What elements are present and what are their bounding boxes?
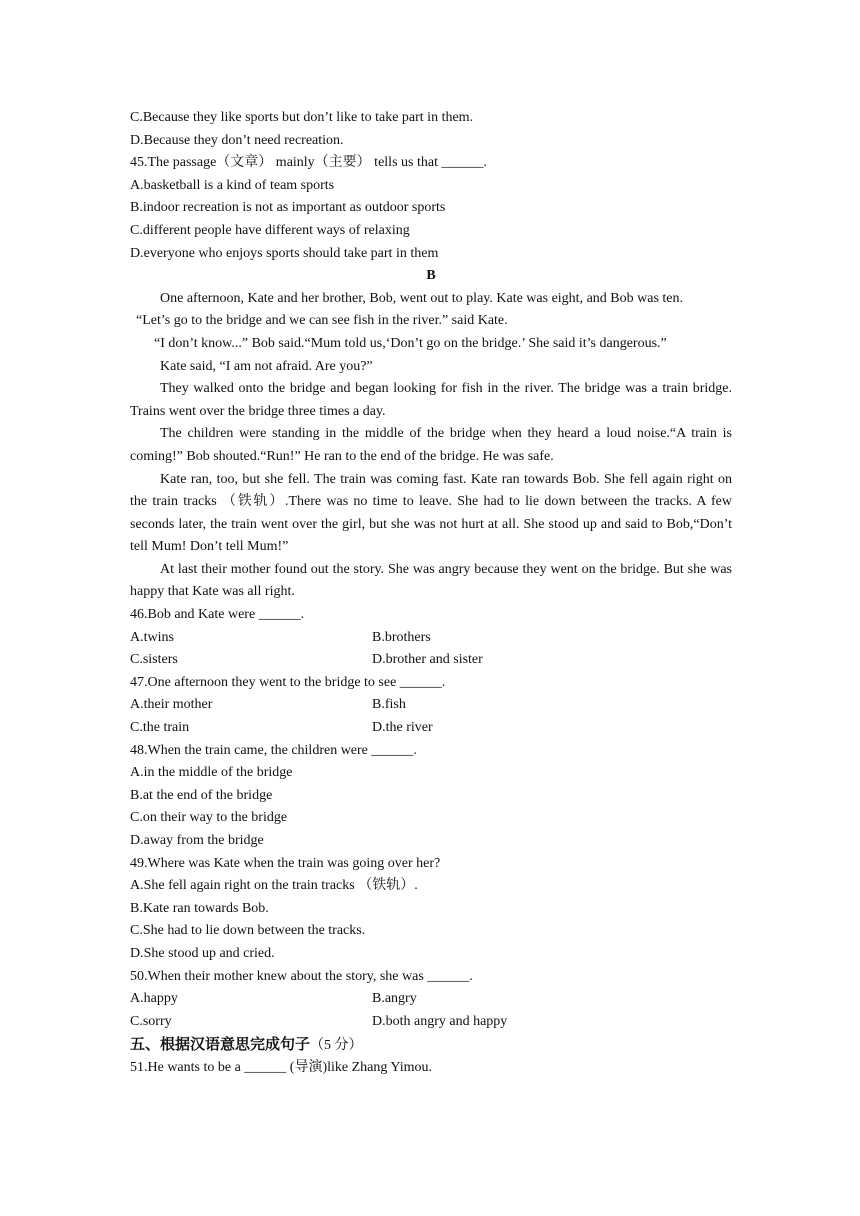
passage-paragraph-4: They walked onto the bridge and began looking for fish in the river. The bridge was a train bridge. Trains went over the bridge three times a day. bbox=[130, 381, 732, 419]
q48-option-b: B.at the end of the bridge bbox=[130, 787, 273, 803]
q48-option-d: D.away from the bridge bbox=[130, 833, 264, 848]
q46-option-c: C.sisters bbox=[130, 652, 178, 668]
q46-option-b: B.brothers bbox=[372, 629, 431, 645]
q50-option-a: A.happy bbox=[130, 991, 178, 1007]
q51-stem: 51.He wants to be a ______ (导演)like Zhang Yimou. bbox=[130, 1060, 432, 1076]
q47-options-row-1 bbox=[130, 694, 732, 717]
section-5-title: 五、根据汉语意思完成句子 bbox=[130, 1035, 311, 1054]
q47-option-c: C.the train bbox=[130, 720, 190, 736]
q50-option-d: D.both angry and happy bbox=[372, 1013, 508, 1029]
q50-option-b: B.angry bbox=[372, 991, 417, 1007]
q50-options-row-2 bbox=[130, 1011, 732, 1034]
section-5-points: （5 分） bbox=[310, 1038, 363, 1054]
q45-option-d: D.everyone who enjoys sports should take part in them bbox=[130, 245, 439, 261]
passage-paragraph-7: At last their mother found out the story. She was angry because they went on the bridge. But she was happy that Kate was all right. bbox=[130, 561, 732, 600]
q45-stem: 45.The passage（文章） mainly（主要） tells us that ______. bbox=[130, 155, 487, 171]
passage-paragraph-2: “I don’t know...” Bob said.“Mum told us,‘Don’t go on the bridge.’ She said it’s dangerous.” bbox=[154, 335, 667, 351]
q50-options-row-1 bbox=[130, 988, 732, 1011]
q47-stem: 47.One afternoon they went to the bridge to see ______. bbox=[130, 674, 446, 690]
q47-option-b: B.fish bbox=[372, 697, 406, 713]
q49-option-c: C.She had to lie down between the tracks. bbox=[130, 923, 366, 939]
exam-page bbox=[130, 107, 732, 1080]
passage-paragraph-1: One afternoon, Kate and her brother, Bob, went out to play. Kate was eight, and Bob was ten. bbox=[160, 290, 683, 306]
q46-option-a: A.twins bbox=[130, 629, 174, 645]
passage-paragraph-1b: “Let’s go to the bridge and we can see fish in the river.” said Kate. bbox=[136, 313, 508, 329]
passage-heading: B bbox=[426, 268, 436, 284]
q46-options-row-2 bbox=[130, 649, 732, 672]
passage-paragraph-6: Kate ran, too, but she fell. The train was coming fast. Kate ran towards Bob. She fell again right on the train tracks （铁轨）.There was no time to leave. She had to lie down between the tracks. A few seconds later, the train went over the girl, but she was not hurt at all. She stood up and said to Bob,“Don’t tell Mum! Don’t tell Mum!” bbox=[130, 471, 732, 555]
q49-option-a: A.She fell again right on the train tracks （铁轨）. bbox=[130, 878, 418, 894]
q49-option-d: D.She stood up and cried. bbox=[130, 945, 275, 961]
q49-stem: 49.Where was Kate when the train was going over her? bbox=[130, 855, 441, 871]
q48-option-a: A.in the middle of the bridge bbox=[130, 765, 293, 781]
q50-option-c: C.sorry bbox=[130, 1013, 172, 1029]
q46-option-d: D.brother and sister bbox=[372, 652, 483, 668]
q46-stem: 46.Bob and Kate were ______. bbox=[130, 607, 305, 623]
q45-option-a: A.basketball is a kind of team sports bbox=[130, 177, 335, 193]
passage-paragraph-5: The children were standing in the middle of the bridge when they heard a loud noise.“A train is coming!” Bob shouted.“Run!” He ran to the end of the bridge. He was safe. bbox=[130, 426, 732, 464]
q45-option-b: B.indoor recreation is not as important as outdoor sports bbox=[130, 200, 446, 216]
q44-option-d: D.Because they don’t need recreation. bbox=[130, 132, 344, 148]
q48-option-c: C.on their way to the bridge bbox=[130, 810, 288, 826]
q45-option-c: C.different people have different ways of relaxing bbox=[130, 222, 410, 238]
q48-stem: 48.When the train came, the children were ______. bbox=[130, 742, 417, 758]
q47-option-a: A.their mother bbox=[130, 697, 213, 713]
section-5-heading bbox=[130, 1033, 732, 1057]
q44-option-c: C.Because they like sports but don’t like to take part in them. bbox=[130, 110, 474, 125]
q50-stem: 50.When their mother knew about the story, she was ______. bbox=[130, 968, 473, 984]
q47-options-row-2 bbox=[130, 717, 732, 740]
q49-option-b: B.Kate ran towards Bob. bbox=[130, 900, 269, 916]
q47-option-d: D.the river bbox=[372, 720, 433, 736]
passage-paragraph-3: Kate said, “I am not afraid. Are you?” bbox=[160, 358, 373, 374]
q46-options-row-1 bbox=[130, 627, 732, 650]
